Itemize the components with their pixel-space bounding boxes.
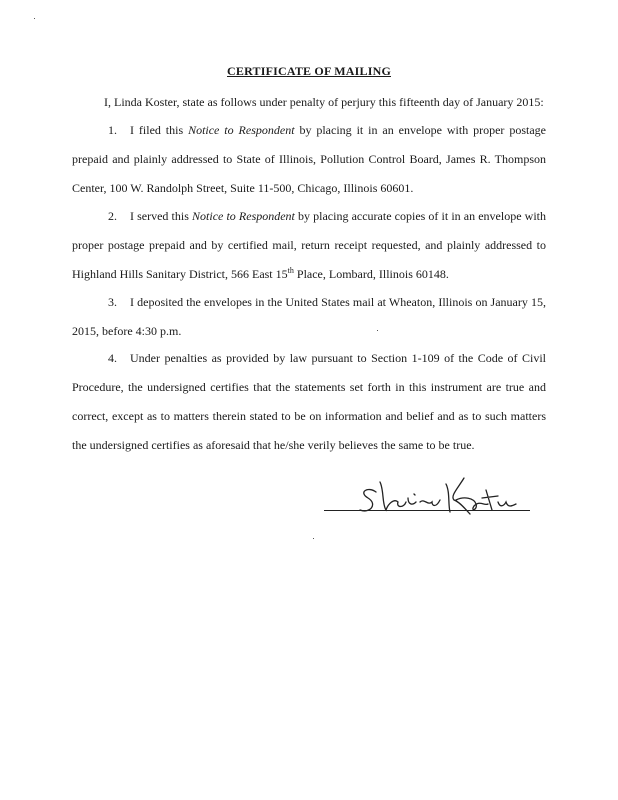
paragraph-text: Under penalties as provided by law pursuant to Section 1-109 of the Code of Civil Procedure, the undersigned certifies that the statements set forth in this instrument are true and correct, except as to matters therein stated to be on information and belief and as to such matters the undersigned certifies as aforesaid that he/she verily believes the same to be true. bbox=[72, 351, 546, 452]
paragraph-text: by placing accurate copies of it in an envelope with proper postage prepaid and by certified mail, return receipt requested, and plainly addressed to Highland Hills Sanitary District, 566 East 15 bbox=[72, 209, 546, 281]
scan-speck bbox=[313, 538, 314, 539]
paragraph-italic: Notice to Respondent bbox=[192, 209, 295, 223]
paragraph-italic: Notice to Respondent bbox=[188, 123, 295, 137]
paragraph-number: 1. bbox=[108, 123, 117, 137]
paragraph-text: by placing it in an envelope with proper postage prepaid and plainly addressed to State of Illinois, Pollution Control Board, James R. Thompson Center, 100 W. Randolph Street, Suite 11-500, Chicago, Illinois 60601. bbox=[72, 123, 546, 195]
paragraph-2 bbox=[72, 202, 546, 289]
paragraph-text: I served this bbox=[130, 209, 193, 223]
scan-speck bbox=[34, 18, 35, 19]
paragraph-text: I deposited the envelopes in the United States mail at Wheaton, Illinois on January 15, 2015, before 4:30 p.m. bbox=[72, 295, 546, 338]
scan-speck bbox=[377, 330, 378, 331]
superscript: th bbox=[287, 266, 294, 275]
paragraph-3 bbox=[72, 288, 546, 346]
page-title: CERTIFICATE OF MAILING bbox=[227, 64, 391, 78]
paragraph-text: Place, Lombard, Illinois 60148. bbox=[293, 267, 449, 281]
intro-statement: I, Linda Koster, state as follows under penalty of perjury this fifteenth day of January 2015: bbox=[104, 95, 544, 109]
paragraph-number: 2. bbox=[108, 209, 117, 223]
paragraph-4 bbox=[72, 344, 546, 460]
paragraph-text: I filed this bbox=[130, 123, 189, 137]
paragraph-number: 3. bbox=[108, 295, 117, 309]
paragraph-1 bbox=[72, 116, 546, 203]
signature-block bbox=[324, 470, 530, 530]
signature-image bbox=[324, 470, 530, 530]
paragraph-number: 4. bbox=[108, 351, 117, 365]
